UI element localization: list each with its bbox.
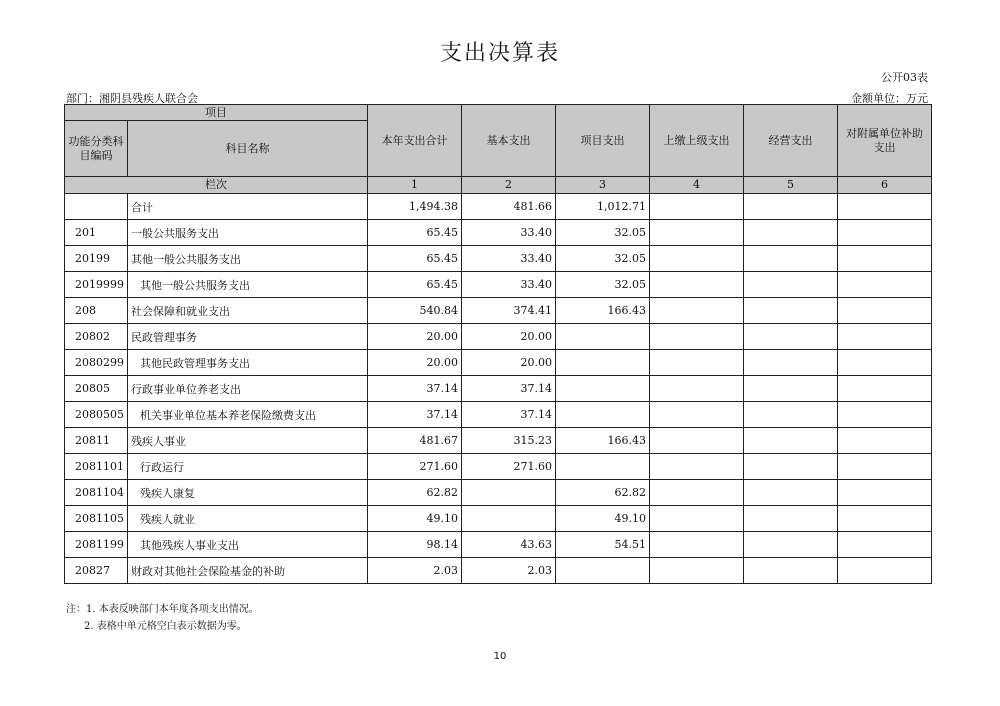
row-total: 65.45: [368, 246, 462, 272]
row-business: [744, 532, 838, 558]
table-row: [65, 428, 932, 454]
row-code: 2081104: [65, 480, 128, 506]
row-subject-name: 财政对其他社会保险基金的补助: [128, 558, 368, 584]
table-row: [65, 506, 932, 532]
table-row: [65, 376, 932, 402]
row-subsidy: [838, 246, 932, 272]
row-basic: 374.41: [462, 298, 556, 324]
row-business: [744, 558, 838, 584]
row-subsidy: [838, 298, 932, 324]
row-total: 20.00: [368, 324, 462, 350]
row-project: [556, 350, 650, 376]
row-project: 32.05: [556, 220, 650, 246]
row-subsidy: [838, 558, 932, 584]
row-subsidy: [838, 454, 932, 480]
row-code: 20199: [65, 246, 128, 272]
row-total: 37.14: [368, 402, 462, 428]
row-total: 20.00: [368, 350, 462, 376]
row-basic: [462, 506, 556, 532]
row-code: 20811: [65, 428, 128, 454]
row-project: 62.82: [556, 480, 650, 506]
row-subsidy: [838, 220, 932, 246]
row-total: 62.82: [368, 480, 462, 506]
row-project: 32.05: [556, 246, 650, 272]
row-subsidy: [838, 480, 932, 506]
column-index-5: 5: [744, 177, 838, 194]
row-upper-remit: [650, 272, 744, 298]
row-basic: 33.40: [462, 246, 556, 272]
row-total: 481.67: [368, 428, 462, 454]
row-upper-remit: [650, 246, 744, 272]
row-subject-name: 行政运行: [128, 454, 368, 480]
row-basic: 43.63: [462, 532, 556, 558]
row-code: 2081101: [65, 454, 128, 480]
row-code: 2080299: [65, 350, 128, 376]
column-index-1: 1: [368, 177, 462, 194]
row-business: [744, 220, 838, 246]
row-basic: 315.23: [462, 428, 556, 454]
row-subject-name: 其他残疾人事业支出: [128, 532, 368, 558]
row-total: 65.45: [368, 272, 462, 298]
table-row: [65, 194, 932, 220]
row-upper-remit: [650, 506, 744, 532]
header-basic: 基本支出: [462, 105, 556, 177]
row-total: 540.84: [368, 298, 462, 324]
table-row: [65, 324, 932, 350]
row-subject-name: 其他一般公共服务支出: [128, 272, 368, 298]
row-total: 1,494.38: [368, 194, 462, 220]
row-upper-remit: [650, 324, 744, 350]
row-business: [744, 506, 838, 532]
row-subject-name: 合计: [128, 194, 368, 220]
row-project: 54.51: [556, 532, 650, 558]
row-business: [744, 298, 838, 324]
row-code: 20805: [65, 376, 128, 402]
row-subject-name: 其他民政管理事务支出: [128, 350, 368, 376]
row-basic: 33.40: [462, 272, 556, 298]
table-notes: [66, 601, 259, 635]
row-business: [744, 376, 838, 402]
column-index-3: 3: [556, 177, 650, 194]
row-project: 32.05: [556, 272, 650, 298]
row-total: 37.14: [368, 376, 462, 402]
header-project: 项目: [65, 105, 368, 121]
row-subject-name: 残疾人康复: [128, 480, 368, 506]
header-function-code: 功能分类科目编码: [65, 121, 128, 177]
row-project: [556, 454, 650, 480]
row-business: [744, 246, 838, 272]
row-subsidy: [838, 376, 932, 402]
row-subsidy: [838, 350, 932, 376]
row-subject-name: 民政管理事务: [128, 324, 368, 350]
table-row: [65, 454, 932, 480]
row-subsidy: [838, 532, 932, 558]
row-basic: 20.00: [462, 324, 556, 350]
row-subsidy: [838, 506, 932, 532]
row-basic: 271.60: [462, 454, 556, 480]
header-total: 本年支出合计: [368, 105, 462, 177]
row-total: 98.14: [368, 532, 462, 558]
header-lanci: 栏次: [65, 177, 368, 194]
row-basic: 481.66: [462, 194, 556, 220]
header-subsidy: 对附属单位补助支出: [838, 105, 932, 177]
table-row: [65, 532, 932, 558]
table-row: [65, 298, 932, 324]
row-project: 166.43: [556, 298, 650, 324]
row-upper-remit: [650, 428, 744, 454]
note-2: 2. 表格中单元格空白表示数据为零。: [84, 621, 247, 632]
row-subject-name: 残疾人事业: [128, 428, 368, 454]
row-subject-name: 其他一般公共服务支出: [128, 246, 368, 272]
row-code: 2019999: [65, 272, 128, 298]
row-basic: [462, 480, 556, 506]
row-subject-name: 一般公共服务支出: [128, 220, 368, 246]
row-upper-remit: [650, 558, 744, 584]
row-business: [744, 350, 838, 376]
page-number: 10: [493, 651, 507, 662]
row-total: 49.10: [368, 506, 462, 532]
column-index-4: 4: [650, 177, 744, 194]
row-total: 65.45: [368, 220, 462, 246]
row-business: [744, 454, 838, 480]
row-business: [744, 402, 838, 428]
row-basic: 37.14: [462, 376, 556, 402]
row-project: 166.43: [556, 428, 650, 454]
table-row: [65, 558, 932, 584]
row-subsidy: [838, 272, 932, 298]
form-number: 公开03表: [881, 71, 928, 84]
row-upper-remit: [650, 376, 744, 402]
header-business: 经营支出: [744, 105, 838, 177]
row-upper-remit: [650, 194, 744, 220]
row-project: 1,012.71: [556, 194, 650, 220]
header-project-expenditure: 项目支出: [556, 105, 650, 177]
row-upper-remit: [650, 350, 744, 376]
header-upper-remit: 上缴上级支出: [650, 105, 744, 177]
table-row: [65, 272, 932, 298]
row-total: 271.60: [368, 454, 462, 480]
row-project: [556, 402, 650, 428]
department-label: 部门：湘阴县残疾人联合会: [66, 92, 198, 105]
row-subject-name: 残疾人就业: [128, 506, 368, 532]
row-code: 20802: [65, 324, 128, 350]
row-upper-remit: [650, 532, 744, 558]
row-subject-name: 机关事业单位基本养老保险缴费支出: [128, 402, 368, 428]
column-index-6: 6: [838, 177, 932, 194]
row-upper-remit: [650, 480, 744, 506]
row-code: [65, 194, 128, 220]
row-project: [556, 324, 650, 350]
row-subsidy: [838, 194, 932, 220]
row-business: [744, 272, 838, 298]
column-index-2: 2: [462, 177, 556, 194]
row-basic: 33.40: [462, 220, 556, 246]
row-subsidy: [838, 402, 932, 428]
row-subsidy: [838, 428, 932, 454]
row-total: 2.03: [368, 558, 462, 584]
row-basic: 37.14: [462, 402, 556, 428]
row-business: [744, 428, 838, 454]
row-code: 2081105: [65, 506, 128, 532]
header-subject-name: 科目名称: [128, 121, 368, 177]
row-upper-remit: [650, 402, 744, 428]
row-code: 208: [65, 298, 128, 324]
row-code: 20827: [65, 558, 128, 584]
amount-unit-label: 金额单位：万元: [851, 92, 928, 105]
row-upper-remit: [650, 454, 744, 480]
row-code: 201: [65, 220, 128, 246]
row-project: [556, 376, 650, 402]
row-subsidy: [838, 324, 932, 350]
table-row: [65, 402, 932, 428]
row-project: 49.10: [556, 506, 650, 532]
row-business: [744, 194, 838, 220]
row-business: [744, 324, 838, 350]
page-title: 支出决算表: [439, 41, 560, 66]
row-business: [744, 480, 838, 506]
note-1: 注：1. 本表反映部门本年度各项支出情况。: [66, 604, 259, 615]
row-subject-name: 社会保障和就业支出: [128, 298, 368, 324]
row-project: [556, 558, 650, 584]
row-subject-name: 行政事业单位养老支出: [128, 376, 368, 402]
table-row: [65, 480, 932, 506]
row-code: 2081199: [65, 532, 128, 558]
row-upper-remit: [650, 298, 744, 324]
expenditure-table: [64, 104, 932, 584]
row-basic: 20.00: [462, 350, 556, 376]
row-basic: 2.03: [462, 558, 556, 584]
table-row: [65, 246, 932, 272]
row-upper-remit: [650, 220, 744, 246]
table-row: [65, 350, 932, 376]
table-row: [65, 220, 932, 246]
row-code: 2080505: [65, 402, 128, 428]
